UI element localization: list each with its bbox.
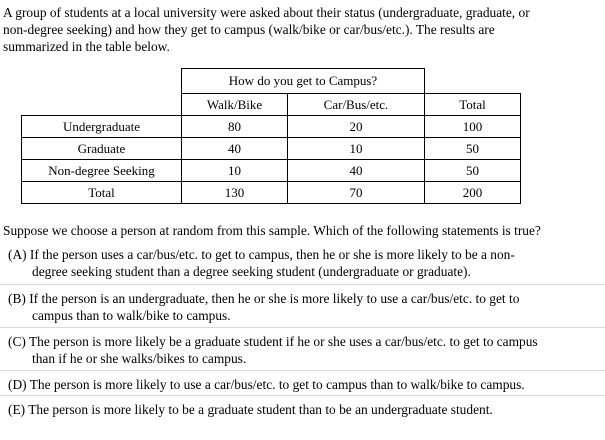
option-e [8, 401, 598, 418]
option-a [8, 246, 598, 280]
column-header-car-bus: Car/Bus/etc. [288, 94, 425, 116]
table-question-header: How do you get to Campus? [182, 69, 425, 94]
table-corner-blank [22, 69, 182, 94]
contingency-table [21, 68, 521, 204]
cell-car-bus: 20 [288, 116, 425, 138]
option-b-line: campus than to walk/bike to campus. [32, 308, 231, 323]
column-header-walk-bike: Walk/Bike [182, 94, 288, 116]
cell-walk-bike: 130 [182, 182, 288, 204]
option-d-line: (D) The person is more likely to use a car/bus/etc. to get to campus than to walk/bike to campus. [8, 377, 525, 392]
option-a-line: (A) If the person uses a car/bus/etc. to get to campus, then he or she is more likely to be a non- [8, 247, 515, 262]
intro-line: summarized in the table below. [3, 39, 170, 54]
cell-total: 200 [425, 182, 521, 204]
cell-walk-bike: 40 [182, 138, 288, 160]
table-row [22, 138, 521, 160]
table-corner-blank [22, 94, 182, 116]
option-divider [0, 284, 605, 285]
table-header-row [22, 94, 521, 116]
column-header-total: Total [425, 94, 521, 116]
cell-total: 50 [425, 160, 521, 182]
cell-walk-bike: 80 [182, 116, 288, 138]
cell-total: 100 [425, 116, 521, 138]
row-label: Undergraduate [22, 116, 182, 138]
option-divider [0, 370, 605, 371]
option-c [8, 333, 598, 367]
cell-car-bus: 70 [288, 182, 425, 204]
table-question-row [22, 69, 521, 94]
table-row [22, 182, 521, 204]
option-a-line: degree seeking student than a degree seeking student (undergraduate or graduate). [32, 264, 471, 279]
cell-car-bus: 10 [288, 138, 425, 160]
cell-walk-bike: 10 [182, 160, 288, 182]
intro-line: A group of students at a local university were asked about their status (undergraduate, graduate, or [3, 5, 530, 20]
option-d [8, 376, 598, 393]
option-divider [0, 395, 605, 396]
intro-paragraph [3, 4, 601, 55]
row-label: Graduate [22, 138, 182, 160]
option-b [8, 290, 598, 324]
option-c-line: than if he or she walks/bikes to campus. [32, 351, 247, 366]
row-label: Non-degree Seeking [22, 160, 182, 182]
table-row [22, 160, 521, 182]
question-prompt: Suppose we choose a person at random from this sample. Which of the following statements is true? [3, 223, 541, 238]
row-label: Total [22, 182, 182, 204]
table-corner-blank [425, 69, 521, 94]
intro-line: non-degree seeking) and how they get to campus (walk/bike or car/bus/etc.). The results are [3, 22, 495, 37]
option-b-line: (B) If the person is an undergraduate, then he or she is more likely to use a car/bus/etc. to get to [8, 291, 520, 306]
option-e-line: (E) The person is more likely to be a graduate student than to be an undergraduate student. [8, 402, 493, 417]
table-row [22, 116, 521, 138]
option-divider [0, 327, 605, 328]
cell-car-bus: 40 [288, 160, 425, 182]
option-c-line: (C) The person is more likely be a graduate student if he or she uses a car/bus/etc. to get to campus [8, 334, 538, 349]
cell-total: 50 [425, 138, 521, 160]
